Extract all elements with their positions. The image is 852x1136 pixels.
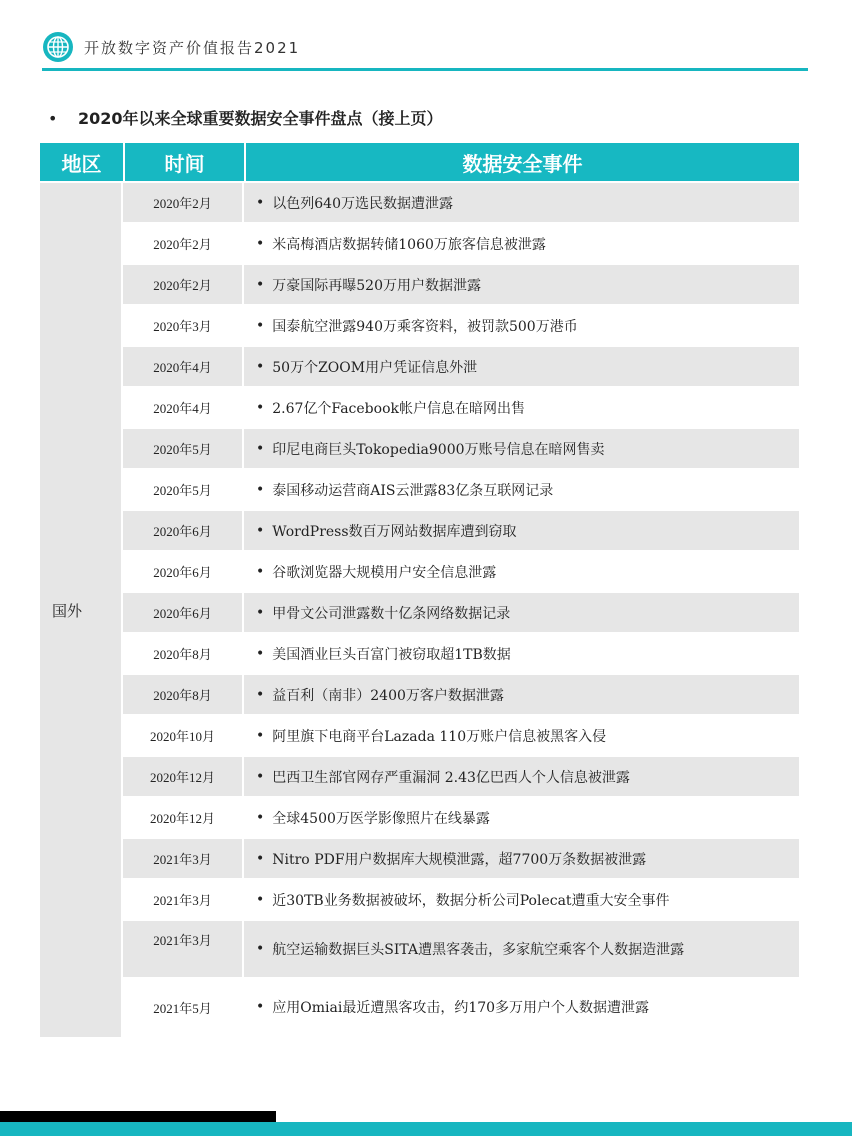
bullet-icon: • xyxy=(256,768,265,785)
event-text: 泰国移动运营商AIS云泄露83亿条互联网记录 xyxy=(272,482,554,499)
time-cell: 2020年6月 xyxy=(123,552,244,591)
globe-logo-icon xyxy=(42,31,74,63)
bullet-icon: • xyxy=(256,891,265,908)
bullet-icon: • xyxy=(256,276,265,293)
time-cell: 2020年5月 xyxy=(123,429,244,468)
event-cell xyxy=(244,306,799,345)
table-rows xyxy=(123,183,799,1037)
event-cell xyxy=(244,265,799,304)
event-text: 50万个ZOOM用户凭证信息外泄 xyxy=(272,359,478,376)
time-cell: 2020年3月 xyxy=(123,306,244,345)
bullet-icon: • xyxy=(256,440,265,457)
time-cell: 2020年6月 xyxy=(123,511,244,550)
event-text: 甲骨文公司泄露数十亿条网络数据记录 xyxy=(272,605,511,622)
bullet-icon: • xyxy=(256,686,265,703)
event-cell xyxy=(244,470,799,509)
table-row xyxy=(123,265,799,304)
region-cell: 国外 xyxy=(40,183,123,1037)
event-text: 应用Omiai最近遭黑客攻击，约170多万用户个人数据遭泄露 xyxy=(272,1000,650,1016)
bullet-icon: • xyxy=(256,317,265,334)
table-row xyxy=(123,224,799,263)
page-header xyxy=(42,31,808,71)
footer-bar-black xyxy=(0,1111,276,1122)
event-cell xyxy=(244,979,799,1035)
table-row xyxy=(123,921,799,977)
event-text: 米高梅酒店数据转储1060万旅客信息被泄露 xyxy=(272,236,546,253)
table-row xyxy=(123,388,799,427)
bullet-icon: • xyxy=(256,358,265,375)
bullet-icon: • xyxy=(256,563,265,580)
time-cell: 2020年4月 xyxy=(123,347,244,386)
event-cell xyxy=(244,388,799,427)
table-header xyxy=(40,143,799,181)
event-text: 航空运输数据巨头SITA遭黑客袭击，多家航空乘客个人数据造泄露 xyxy=(272,942,685,958)
bullet-icon: • xyxy=(256,194,265,211)
security-events-table xyxy=(40,143,799,1037)
bullet-icon: • xyxy=(256,941,265,957)
event-text: 巴西卫生部官网存严重漏洞 2.43亿巴西人个人信息被泄露 xyxy=(272,769,630,786)
time-cell: 2021年3月 xyxy=(123,880,244,919)
table-row xyxy=(123,429,799,468)
event-cell xyxy=(244,347,799,386)
event-text: WordPress数百万网站数据库遭到窃取 xyxy=(272,523,517,540)
event-cell xyxy=(244,675,799,714)
event-text: 印尼电商巨头Tokopedia9000万账号信息在暗网售卖 xyxy=(272,441,605,458)
table-row xyxy=(123,839,799,878)
event-cell xyxy=(244,183,799,222)
bullet-icon: • xyxy=(256,850,265,867)
event-text: 2.67亿个Facebook帐户信息在暗网出售 xyxy=(272,400,525,417)
table-body xyxy=(40,183,799,1037)
event-text: 阿里旗下电商平台Lazada 110万账户信息被黑客入侵 xyxy=(272,728,607,745)
column-header-region: 地区 xyxy=(40,143,125,181)
table-row xyxy=(123,593,799,632)
bullet-icon: • xyxy=(256,645,265,662)
event-cell xyxy=(244,757,799,796)
event-text: 美国酒业巨头百富门被窃取超1TB数据 xyxy=(272,646,511,663)
table-row xyxy=(123,675,799,714)
event-cell xyxy=(244,552,799,591)
table-row xyxy=(123,798,799,837)
table-row xyxy=(123,880,799,919)
column-header-event: 数据安全事件 xyxy=(462,151,583,176)
event-cell xyxy=(244,593,799,632)
table-row xyxy=(123,634,799,673)
table-row xyxy=(123,347,799,386)
time-cell: 2020年8月 xyxy=(123,634,244,673)
event-text: 谷歌浏览器大规模用户安全信息泄露 xyxy=(272,564,497,581)
event-text: 国泰航空泄露940万乘客资料，被罚款500万港币 xyxy=(272,318,578,335)
event-cell xyxy=(244,921,799,977)
time-cell: 2020年10月 xyxy=(123,716,244,755)
section-heading-text: 2020年以来全球重要数据安全事件盘点（接上页） xyxy=(78,109,443,128)
report-title: 开放数字资产价值报告2021 xyxy=(84,39,301,57)
bullet-icon: • xyxy=(256,481,265,498)
column-header-time: 时间 xyxy=(125,143,246,181)
event-cell xyxy=(244,839,799,878)
table-row xyxy=(123,716,799,755)
bullet-icon: • xyxy=(256,727,265,744)
table-row xyxy=(123,470,799,509)
event-text: 全球4500万医学影像照片在线暴露 xyxy=(272,810,490,827)
time-cell: 2020年8月 xyxy=(123,675,244,714)
time-cell: 2020年2月 xyxy=(123,265,244,304)
event-cell xyxy=(244,224,799,263)
bullet-icon: • xyxy=(256,999,265,1015)
event-text: 近30TB业务数据被破坏，数据分析公司Polecat遭重大安全事件 xyxy=(272,892,670,909)
bullet-icon: • xyxy=(256,809,265,826)
table-row xyxy=(123,306,799,345)
time-cell: 2020年12月 xyxy=(123,798,244,837)
time-cell: 2020年2月 xyxy=(123,224,244,263)
event-text: 益百利（南非）2400万客户数据泄露 xyxy=(272,687,504,704)
time-cell: 2021年5月 xyxy=(123,979,244,1035)
table-row xyxy=(123,183,799,222)
event-cell xyxy=(244,880,799,919)
table-row xyxy=(123,979,799,1035)
table-row xyxy=(123,552,799,591)
time-cell: 2020年6月 xyxy=(123,593,244,632)
time-cell: 2020年2月 xyxy=(123,183,244,222)
event-cell xyxy=(244,511,799,550)
bullet-icon: • xyxy=(256,235,265,252)
bullet-icon: • xyxy=(256,522,265,539)
time-cell: 2020年12月 xyxy=(123,757,244,796)
table-row xyxy=(123,757,799,796)
time-cell: 2021年3月 xyxy=(123,921,244,977)
time-cell: 2020年5月 xyxy=(123,470,244,509)
event-cell xyxy=(244,429,799,468)
time-cell: 2020年4月 xyxy=(123,388,244,427)
event-text: Nitro PDF用户数据库大规模泄露，超7700万条数据被泄露 xyxy=(272,851,647,868)
table-row xyxy=(123,511,799,550)
bullet-icon: • xyxy=(256,399,265,416)
bullet-icon: • xyxy=(256,604,265,621)
header-divider xyxy=(42,68,808,71)
event-cell xyxy=(244,634,799,673)
time-cell: 2021年3月 xyxy=(123,839,244,878)
bullet-icon: • xyxy=(48,109,58,128)
event-text: 万豪国际再曝520万用户数据泄露 xyxy=(272,277,481,294)
event-cell xyxy=(244,798,799,837)
event-text: 以色列640万选民数据遭泄露 xyxy=(272,195,453,212)
event-cell xyxy=(244,716,799,755)
footer-bar-teal xyxy=(0,1122,852,1136)
section-heading xyxy=(48,106,443,129)
